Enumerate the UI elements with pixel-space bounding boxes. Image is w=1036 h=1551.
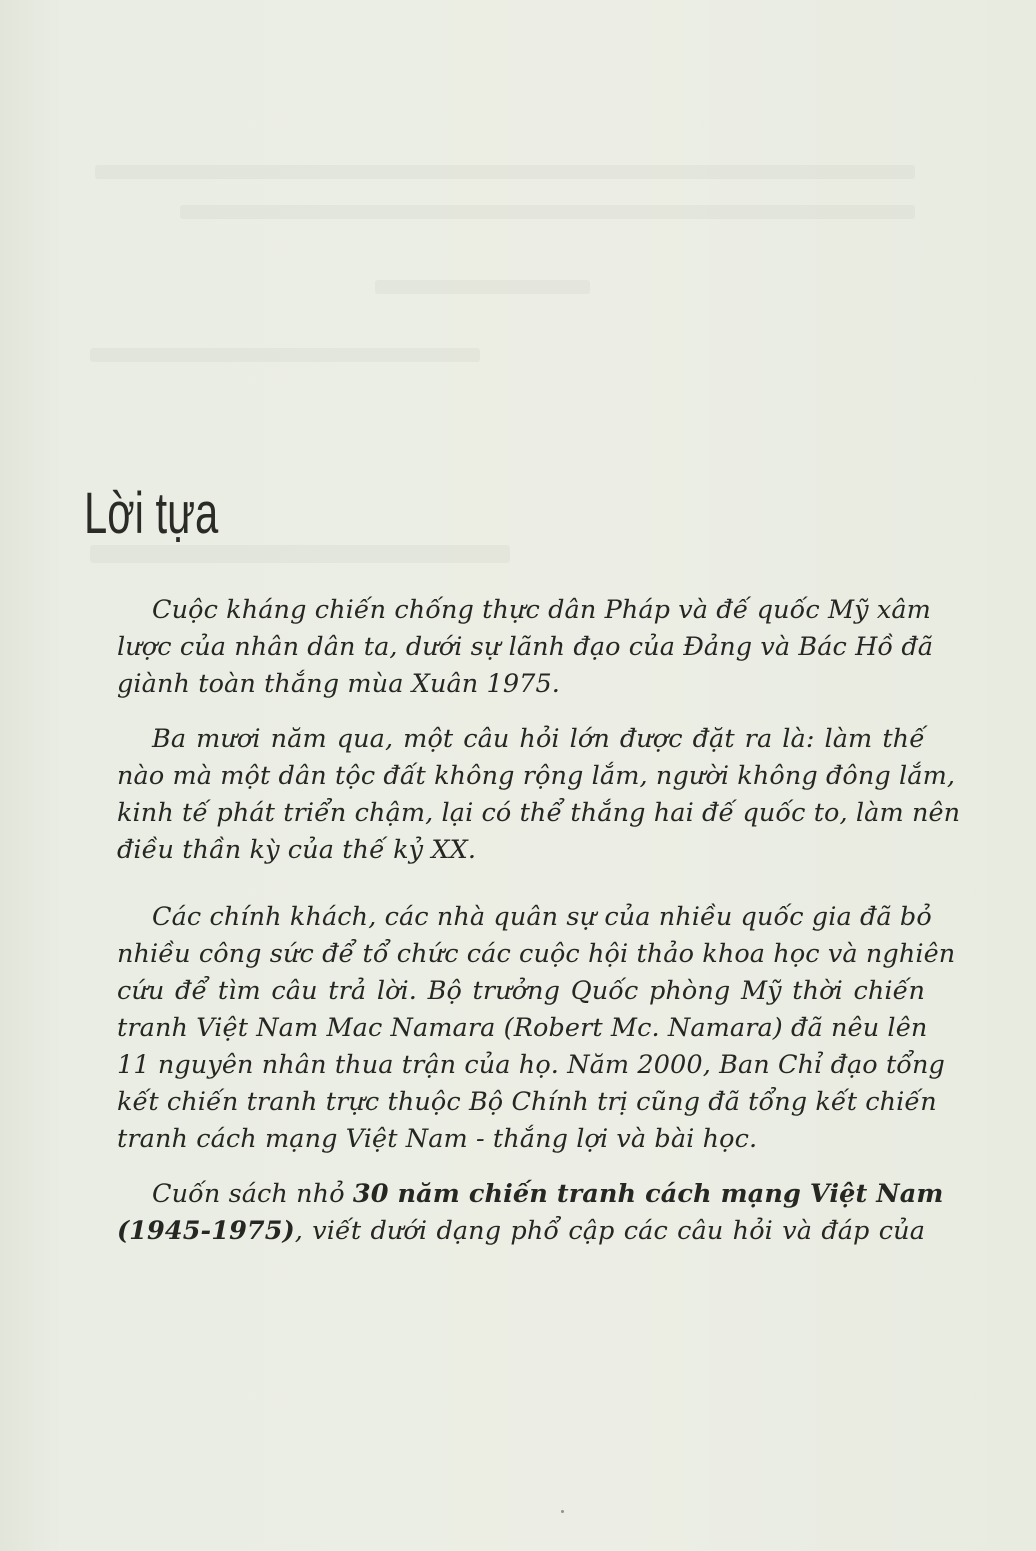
text-line: kết chiến tranh trực thuộc Bộ Chính trị cũng đã tổng kết chiến [117, 1087, 937, 1117]
text-line: Ba mươi năm qua, một câu hỏi lớn được đặt ra là: làm thế [152, 724, 925, 754]
paragraph-2 [117, 721, 961, 869]
text-line [117, 1176, 944, 1213]
preface-body [117, 592, 961, 1268]
book-years-bold: (1945-1975) [117, 1216, 295, 1246]
print-speck [561, 1510, 564, 1513]
paragraph-3 [117, 899, 956, 1158]
bleed-through-mark [180, 205, 915, 219]
text-line: Các chính khách, các nhà quân sự của nhiều quốc gia đã bỏ [152, 902, 932, 932]
text-line: kinh tế phát triển chậm, lại có thể thắng hai đế quốc to, làm nên [117, 798, 961, 828]
text-line: tranh Việt Nam Mac Namara (Robert Mc. Namara) đã nêu lên [117, 1013, 928, 1043]
bleed-through-mark [90, 545, 510, 563]
book-title-bold: 30 năm chiến tranh cách mạng Việt Nam [352, 1179, 944, 1209]
text-line: cứu để tìm câu trả lời. Bộ trưởng Quốc phòng Mỹ thời chiến [117, 976, 925, 1006]
bleed-through-mark [375, 280, 590, 294]
text-line: lược của nhân dân ta, dưới sự lãnh đạo của Đảng và Bác Hồ đã [117, 632, 934, 662]
text-line: Cuộc kháng chiến chống thực dân Pháp và đế quốc Mỹ xâm [152, 595, 931, 625]
text-line [117, 1213, 925, 1250]
text-line: 11 nguyên nhân thua trận của họ. Năm 2000, Ban Chỉ đạo tổng [117, 1050, 945, 1080]
text-run: , viết dưới dạng phổ cập các câu hỏi và đáp của [294, 1216, 925, 1246]
text-line: điều thần kỳ của thế kỷ XX. [117, 835, 477, 865]
paragraph-4 [117, 1176, 944, 1250]
text-line: nào mà một dân tộc đất không rộng lắm, người không đông lắm, [117, 761, 956, 791]
paragraph-1 [117, 592, 934, 703]
text-run: Cuốn sách nhỏ [152, 1179, 353, 1209]
text-line: tranh cách mạng Việt Nam - thắng lợi và bài học. [117, 1124, 758, 1154]
text-line: nhiều công sức để tổ chức các cuộc hội thảo khoa học và nghiên [117, 939, 956, 969]
bleed-through-mark [95, 165, 915, 179]
bleed-through-mark [90, 348, 480, 362]
text-line: giành toàn thắng mùa Xuân 1975. [117, 669, 561, 699]
page-title: Lời tựa [84, 481, 219, 546]
